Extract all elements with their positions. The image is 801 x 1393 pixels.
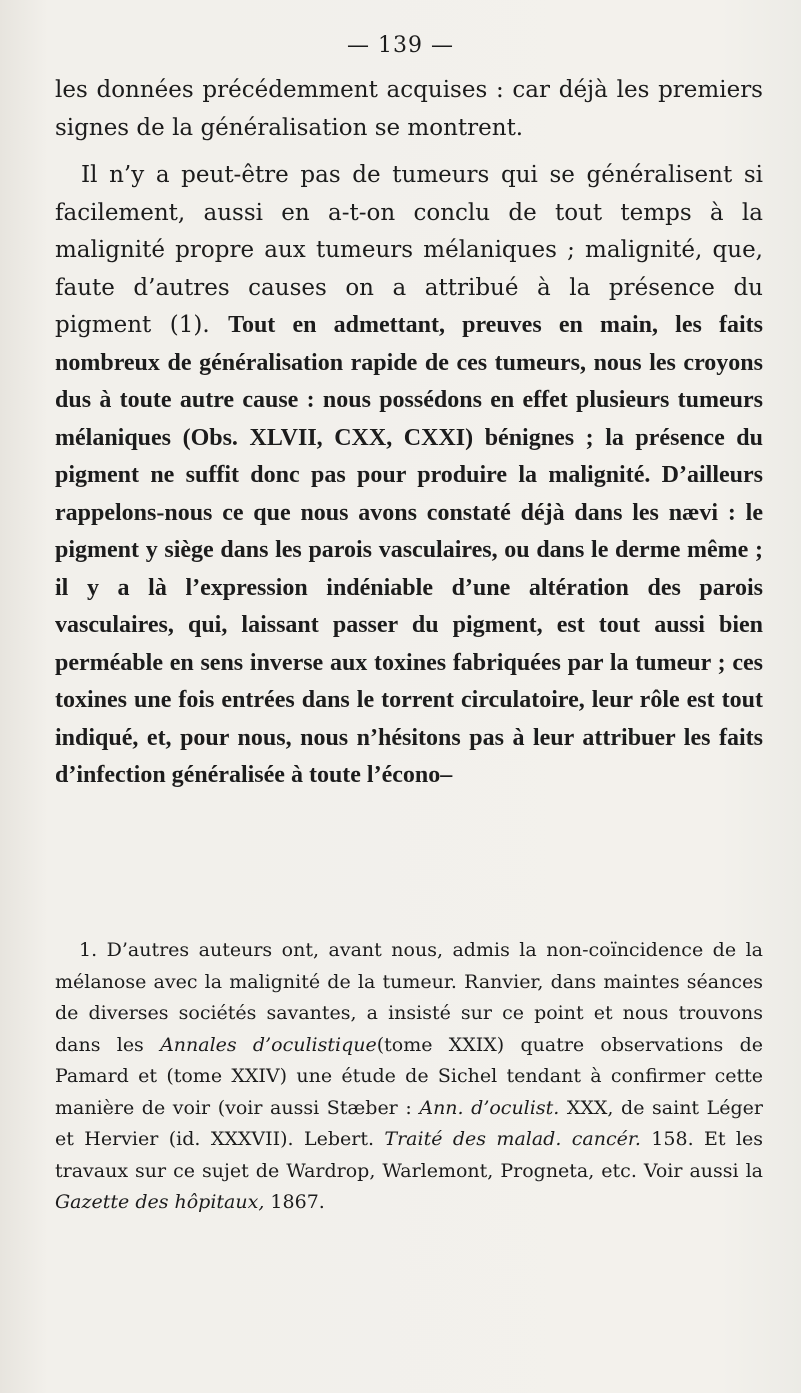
- footnote-text-5: 1867.: [264, 1191, 325, 1213]
- paragraph-2: [55, 157, 763, 795]
- footnote-text-4: 158. Et les travaux sur ce sujet de Wardrop, Warlemont, Progneta, etc. Voir aussi la: [55, 1128, 763, 1182]
- footnote-text-1: 1. D’autres auteurs ont, avant nous, admis la non-coïncidence de la mélanose avec la malignité de la tumeur. Ranvier, dans maintes séances de diverses sociétés savantes, a insisté sur ce point et nous trouvons dans les: [55, 939, 763, 1056]
- footnote-journal-1: Annales d’oculistique: [160, 1033, 377, 1056]
- footnote-1: [55, 935, 763, 1219]
- footnote-journal-4: Gazette des hôpitaux,: [55, 1191, 265, 1213]
- paragraph-2-part-1: Il n’y a peut-être pas de tumeurs qui se généralisent si facilement, aussi en a-t-on conclu de tout temps à la malignité propre aux tumeurs mélaniques ; malignité, que, faute d’autres causes on a attribué à la présence du pigment (1).: [55, 162, 763, 338]
- footnote-journal-2: Ann. d’oculist.: [419, 1096, 560, 1119]
- footnote: [55, 935, 763, 1219]
- footnote-text-2: (tome XXIX) quatre observations de Pamard et (tome XXIV) une étude de Sichel tendant à confirmer cette manière de voir (voir aussi Stæber :: [55, 1033, 763, 1119]
- footnote-text-3: XXX, de saint Léger et Hervier (id. XXXVII). Lebert.: [55, 1096, 763, 1150]
- paragraph-2-part-2: Tout en admettant, preuves en main, les faits nombreux de généralisation rapide de ces tumeurs, nous les croyons dus à toute autre cause : nous possédons en effet plusieurs tumeurs mélaniques (Obs. XLVII, CXX, CXXI) bénignes ; la présence du pigment ne suffit donc pas pour produire la malignité. D’ailleurs rappelons-nous ce que nous avons constaté déjà dans les nævi : le pigment y siège dans les parois vasculaires, ou dans le derme même ; il y a là l’expression indéniable d’une altération des parois vasculaires, qui, laissant passer du pigment, est tout aussi bien perméable en sens inverse aux toxines fabriquées par la tumeur ; ces toxines une fois entrées dans le torrent circulatoire, leur rôle est tout indiqué, et, pour nous, nous n’hésitons pas à leur attribuer les faits d’infection généralisée à toute l’écono–: [55, 312, 763, 788]
- page-number: — 139 —: [347, 33, 454, 58]
- main-text: [55, 72, 763, 795]
- paragraph-1: les données précédemment acquises : car déjà les premiers signes de la généralisation se montrent.: [55, 77, 763, 141]
- footnote-journal-3: Traité des malad. cancér.: [384, 1128, 641, 1150]
